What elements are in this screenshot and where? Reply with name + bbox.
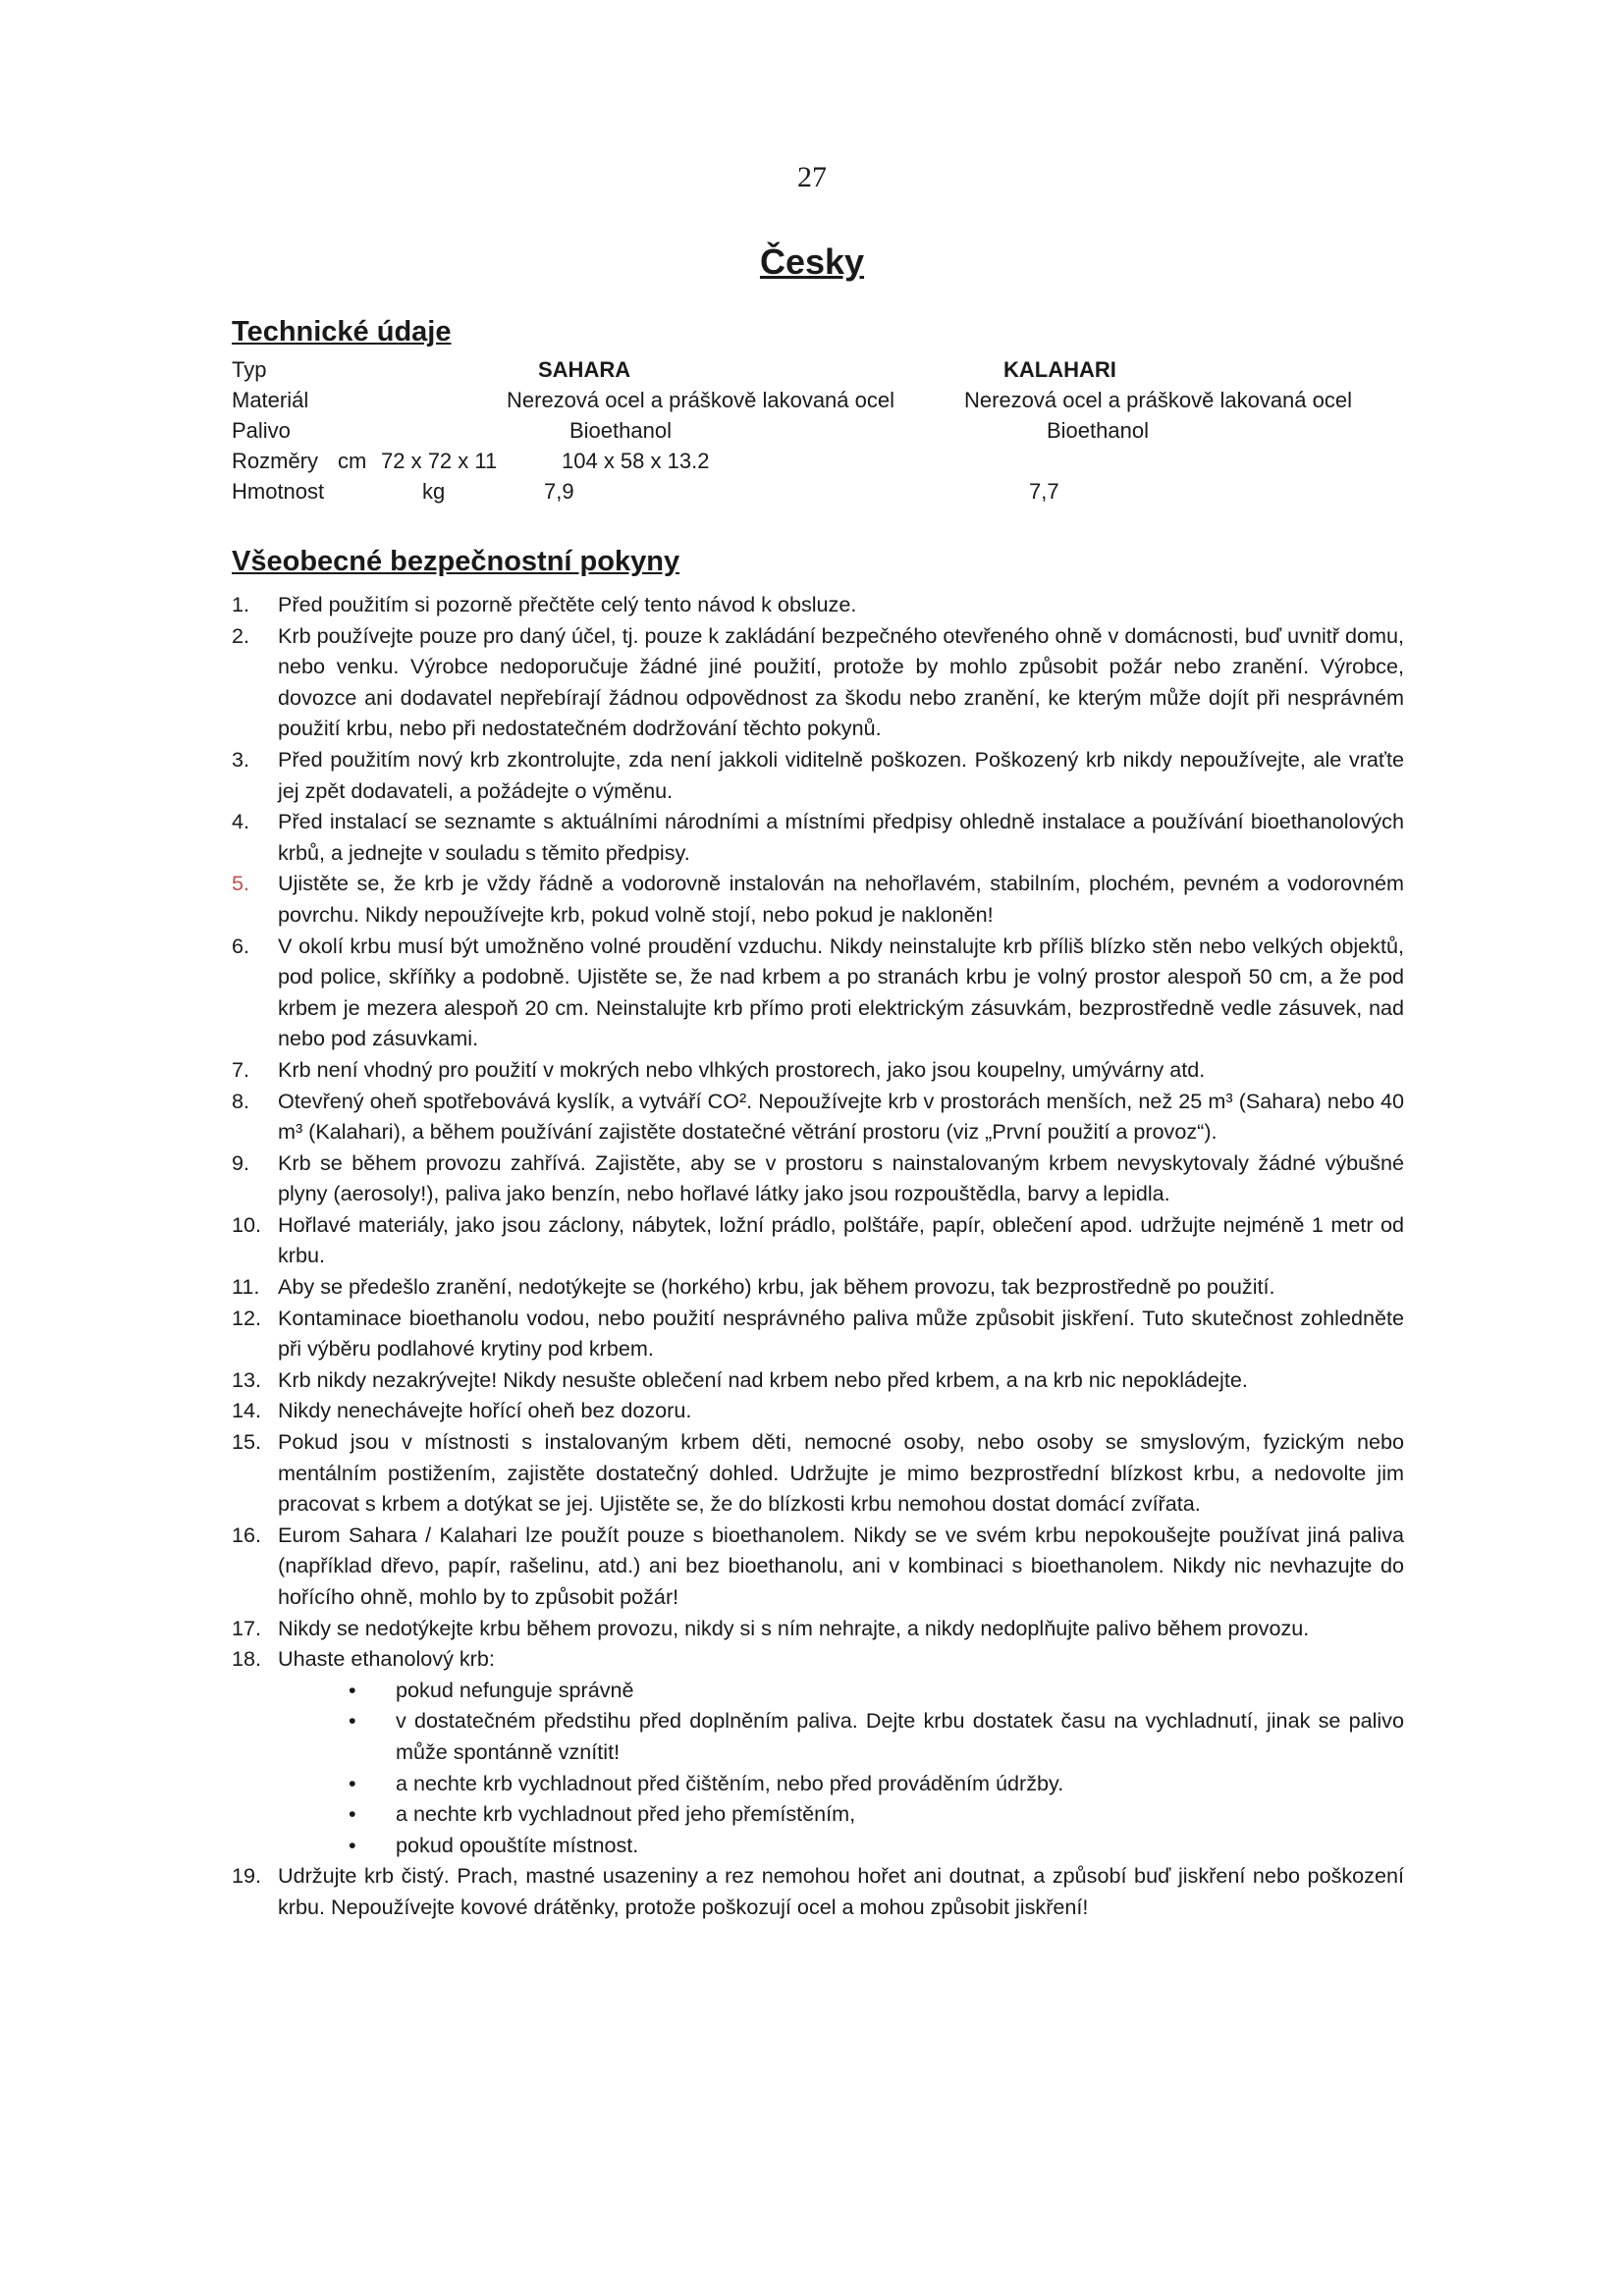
sub-list-item — [349, 1830, 1404, 1861]
list-item — [232, 744, 1404, 806]
item-number: 9. — [232, 1149, 250, 1175]
item-text: Krb není vhodný pro použití v mokrých nebo vlhkých prostorech, jako jsou koupelny, umývárny atd. — [278, 1056, 1206, 1082]
spec-label: Materiál — [232, 388, 309, 412]
spec-kalahari-value: Bioethanol — [1047, 418, 1149, 443]
bullet-icon: • — [349, 1770, 356, 1795]
item-number: 2. — [232, 622, 250, 648]
list-item — [232, 1364, 1404, 1396]
item-text: Kontaminace bioethanolu vodou, nebo použití nesprávného paliva může způsobit jiskření. Tuto skutečnost zohledněte při výběru podlahové krytiny pod krbem. — [278, 1305, 1404, 1362]
sub-item-text: a nechte krb vychladnout před jeho přemístěním, — [396, 1801, 856, 1827]
list-item — [232, 1643, 1404, 1860]
item-number: 11. — [232, 1274, 260, 1300]
item-number: 7. — [232, 1056, 250, 1082]
safety-section-heading: Všeobecné bezpečnostní pokyny — [232, 546, 680, 577]
spec-kalahari-value: 7,7 — [1029, 479, 1059, 504]
item-text: V okolí krbu musí být umožněno volné proudění vzduchu. Nikdy neinstalujte krb příliš blízko stěn nebo velkých objektů, pod police, skříňky a podobně. Ujistěte se, že nad krbem a po stranách krbu je volný prostor alespoň 50 cm, a že pod krbem je mezera alespoň 20 cm. Neinstalujte krb přímo proti elektrickým zásuvkám, bezprostředně vedle zásuvek, nad nebo pod zásuvkami. — [278, 933, 1404, 1051]
spec-label: Typ — [232, 357, 267, 382]
item-text: Krb používejte pouze pro daný účel, tj. pouze k zakládání bezpečného otevřeného ohně v domácnosti, buď uvnitř domu, nebo venku. Výrobce nedoporučuje žádné jiné použití, protože by mohlo způsobit požár nebo zranění. Výrobce, dovozce ani dodavatel nepřebírají žádnou odpovědnost za škodu nebo zranění, ke kterým může dojít při nesprávném použití krbu, nebo při nedostatečném dodržování těchto pokynů. — [278, 622, 1404, 741]
item-text: Před instalací se seznamte s aktuálními národními a místními předpisy ohledně instalace a používání bioethanolových krbů, a jednejte v souladu s těmito předpisy. — [278, 809, 1404, 865]
spec-sahara-value: 104 x 58 x 13.2 — [562, 449, 710, 473]
sub-item-text: a nechte krb vychladnout před čištěním, nebo před prováděním údržby. — [396, 1770, 1064, 1795]
safety-instructions-list — [232, 589, 1404, 1923]
list-item — [232, 1303, 1404, 1364]
sub-list-item — [349, 1798, 1404, 1830]
bullet-icon: • — [349, 1677, 356, 1702]
item-number: 14. — [232, 1398, 262, 1423]
page-number: 27 — [797, 161, 827, 193]
spec-label: Rozměry — [232, 449, 319, 473]
spec-sahara-value: Nerezová ocel a práškově lakovaná ocel — [507, 388, 895, 412]
sub-list-item — [349, 1768, 1404, 1799]
list-item — [232, 620, 1404, 744]
sub-list-item — [349, 1675, 1404, 1706]
list-item — [232, 868, 1404, 930]
spec-sahara-value: Bioethanol — [569, 418, 672, 443]
item-text: Uhaste ethanolový krb: — [278, 1646, 495, 1672]
item-number: 1. — [232, 592, 250, 616]
language-title: Česky — [759, 241, 865, 282]
extinguish-conditions-list — [278, 1675, 1404, 1861]
spec-extra-value: 72 x 72 x 11 — [381, 449, 498, 473]
item-text: Udržujte krb čistý. Prach, mastné usazeniny a rez nemohou hořet ani doutnat, a způsobí buď jiskření nebo poškození krbu. Nepoužívejte kovové drátěnky, protože poškozují ocel a mohou způsobit jiskření! — [278, 1863, 1404, 1919]
list-item — [232, 1395, 1404, 1426]
spec-label: Hmotnost — [232, 479, 325, 504]
item-number: 3. — [232, 746, 250, 772]
list-item — [232, 1613, 1404, 1644]
list-item — [232, 1271, 1404, 1303]
spec-sahara-value: 7,9 — [544, 479, 574, 504]
spec-kalahari-value: Nerezová ocel a práškově lakovaná ocel — [964, 388, 1353, 412]
bullet-icon: • — [349, 1708, 356, 1734]
item-number: 6. — [232, 933, 250, 958]
sub-item-text: pokud opouštíte místnost. — [396, 1832, 639, 1857]
list-item — [232, 1086, 1404, 1148]
item-text: Pokud jsou v místnosti s instalovaným krbem děti, nemocné osoby, nebo osoby se smyslovým, fyzickým nebo mentálním postižením, zajistěte dostatečný dohled. Udržujte je mimo bezprostřední blízkost krbu, a nedovolte jim pracovat s krbem a dotýkat se jej. Ujistěte se, že do blízkosti krbu nemohou dostat domácí zvířata. — [278, 1429, 1404, 1517]
item-text: Ujistěte se, že krb je vždy řádně a vodorovně instalován na nehořlavém, stabilním, plochém, pevném a vodorovném povrchu. Nikdy nepoužívejte krb, pokud volně stojí, nebo pokud je nakloněn! — [278, 871, 1404, 927]
bullet-icon: • — [349, 1832, 356, 1857]
item-number: 12. — [232, 1305, 262, 1330]
sub-list-item — [349, 1705, 1404, 1767]
item-number: 15. — [232, 1429, 262, 1455]
item-text: Aby se předešlo zranění, nedotýkejte se (horkého) krbu, jak během provozu, tak bezprostředně po použití. — [278, 1274, 1275, 1300]
spec-sahara-value: SAHARA — [538, 357, 631, 382]
list-item — [232, 1148, 1404, 1209]
bullet-icon: • — [349, 1801, 356, 1827]
spec-label: Palivo — [232, 418, 291, 443]
item-number: 17. — [232, 1615, 262, 1640]
item-number: 10. — [232, 1211, 262, 1237]
list-item — [232, 806, 1404, 868]
list-item — [232, 1860, 1404, 1922]
item-number-highlighted: 5. — [232, 871, 250, 896]
item-number: 13. — [232, 1366, 262, 1392]
item-number: 18. — [232, 1646, 262, 1672]
list-item — [232, 1209, 1404, 1271]
item-text: Nikdy se nedotýkejte krbu během provozu, nikdy si s ním nehrajte, a nikdy nedoplňujte palivo během provozu. — [278, 1615, 1310, 1640]
item-text: Krb se během provozu zahřívá. Zajistěte, aby se v prostoru s nainstalovaným krbem nevyskytovaly žádné výbušné plyny (aerosoly!), paliva jako benzín, nebo hořlavé látky jako jsou rozpouštědla, barvy a lepidla. — [278, 1149, 1404, 1206]
item-text: Před použitím si pozorně přečtěte celý tento návod k obsluze. — [278, 592, 857, 616]
item-number: 8. — [232, 1088, 250, 1113]
item-text: Hořlavé materiály, jako jsou záclony, nábytek, ložní prádlo, polštáře, papír, oblečení apod. udržujte nejméně 1 metr od krbu. — [278, 1211, 1404, 1268]
spec-unit: cm — [338, 449, 367, 473]
list-item — [232, 589, 1404, 620]
sub-item-text: pokud nefunguje správně — [396, 1677, 634, 1702]
list-item — [232, 931, 1404, 1054]
item-text: Otevřený oheň spotřebovává kyslík, a vytváří CO². Nepoužívejte krb v prostorách menších, než 25 m³ (Sahara) nebo 40 m³ (Kalahari), a během používání zajistěte dostatečné větrání prostoru (viz „První použití a provoz“). — [278, 1088, 1404, 1145]
tech-section-heading: Technické údaje — [232, 316, 452, 347]
list-item — [232, 1426, 1404, 1520]
spec-kalahari-value: KALAHARI — [1003, 357, 1116, 382]
item-text: Nikdy nenechávejte hořící oheň bez dozoru. — [278, 1398, 692, 1423]
item-number: 19. — [232, 1863, 262, 1889]
sub-item-text: v dostatečném předstihu před doplněním paliva. Dejte krbu dostatek času na vychladnutí, jinak se palivo může spontánně vznítit! — [396, 1708, 1404, 1764]
spec-unit: kg — [422, 479, 446, 504]
item-text: Eurom Sahara / Kalahari lze použít pouze s bioethanolem. Nikdy se ve svém krbu nepokoušejte používat jiná paliva (například dřevo, papír, rašelinu, atd.) ani bez bioethanolu, ani v kombinaci s bioethanolem. Nikdy nic nevhazujte do hořícího ohně, mohlo by to způsobit požár! — [278, 1522, 1404, 1609]
item-text: Před použitím nový krb zkontrolujte, zda není jakkoli viditelně poškozen. Poškozený krb nikdy nepoužívejte, ale vraťte jej zpět dodavateli, a požádejte o výměnu. — [278, 746, 1404, 803]
list-item — [232, 1054, 1404, 1086]
list-item — [232, 1520, 1404, 1613]
item-number: 16. — [232, 1522, 262, 1547]
item-text: Krb nikdy nezakrývejte! Nikdy nesušte oblečení nad krbem nebo před krbem, a na krb nic nepokládejte. — [278, 1366, 1248, 1392]
item-number: 4. — [232, 809, 250, 834]
